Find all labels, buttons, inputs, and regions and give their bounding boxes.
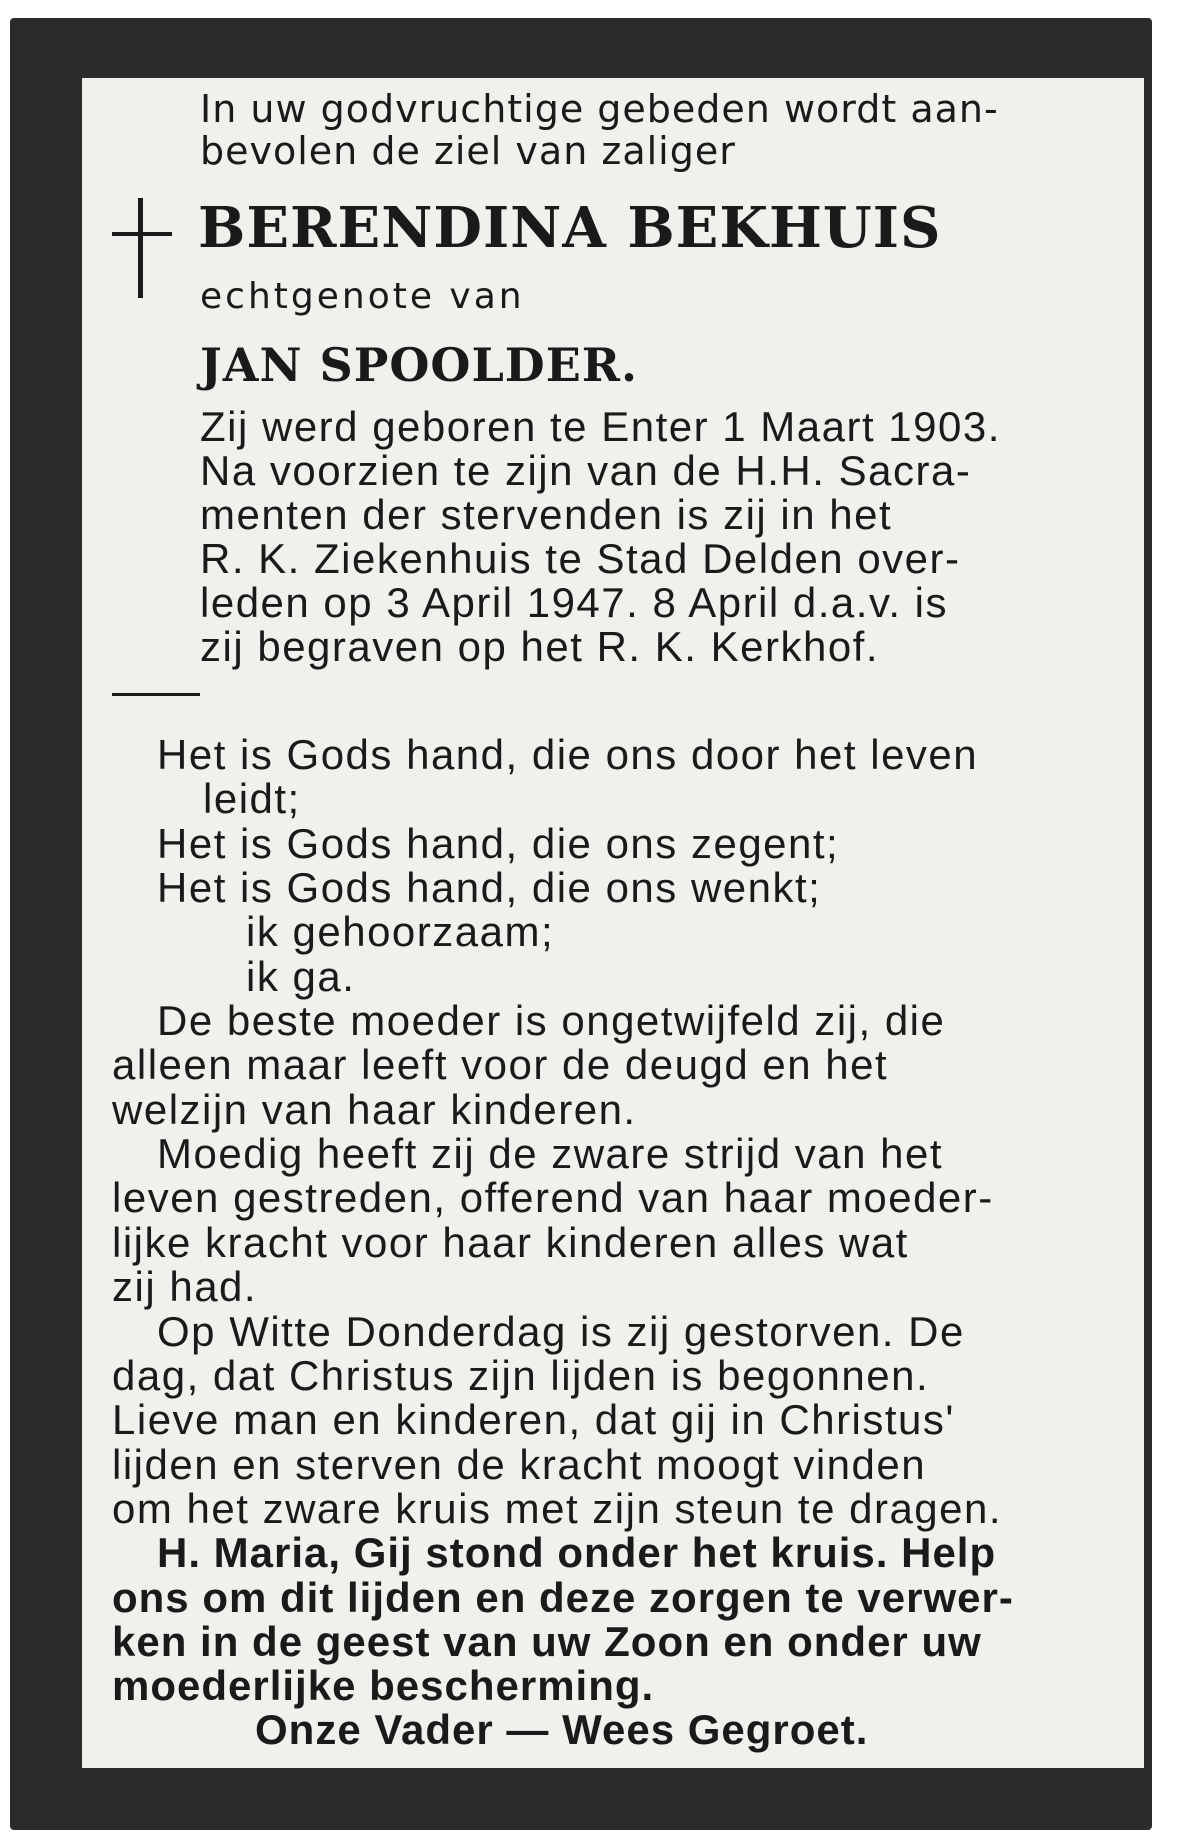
- biography-line: R. K. Ziekenhuis te Stad Delden over-: [200, 535, 961, 582]
- poem-line: Het is Gods hand, die ons door het leven: [157, 731, 979, 778]
- tribute-line: leven gestreden, offerend van haar moeder-: [112, 1174, 994, 1221]
- cross-icon: [112, 198, 172, 298]
- section-divider: [112, 693, 200, 696]
- biography-line: zij begraven op het R. K. Kerkhof.: [200, 623, 880, 670]
- prayer-line: ons om dit lijden en deze zorgen te verwer-: [112, 1574, 1014, 1621]
- prayer-line: moederlijke bescherming.: [112, 1662, 655, 1709]
- spouse-name: JAN SPOOLDER.: [200, 338, 639, 392]
- spouse-intro: echtgenote van: [200, 276, 525, 317]
- biography-line: leden op 3 April 1947. 8 April d.a.v. is: [200, 579, 948, 626]
- poem-line: ik ga.: [246, 953, 356, 1000]
- tribute-line: De beste moeder is ongetwijfeld zij, die: [157, 997, 946, 1044]
- tribute-line: dag, dat Christus zijn lijden is begonnen.: [112, 1352, 930, 1399]
- intro-line-1: In uw godvruchtige gebeden wordt aan-: [200, 87, 999, 131]
- biography-line: Zij werd geboren te Enter 1 Maart 1903.: [200, 403, 1001, 450]
- tribute-line: lijke kracht voor haar kinderen alles wat: [112, 1219, 909, 1266]
- intro-line-2: bevolen de ziel van zaliger: [200, 129, 736, 173]
- prayer-line: ken in de geest van uw Zoon en onder uw: [112, 1618, 982, 1665]
- biography-line: Na voorzien te zijn van de H.H. Sacra-: [200, 447, 972, 494]
- tribute-line: Lieve man en kinderen, dat gij in Christus': [112, 1396, 955, 1443]
- tribute-line: Op Witte Donderdag is zij gestorven. De: [157, 1308, 965, 1355]
- prayer-line: H. Maria, Gij stond onder het kruis. Help: [157, 1529, 997, 1576]
- biography-line: menten der stervenden is zij in het: [200, 491, 893, 538]
- deceased-name: BERENDINA BEKHUIS: [198, 195, 942, 261]
- tribute-line: welzijn van haar kinderen.: [112, 1086, 637, 1133]
- closing-prayer: Onze Vader — Wees Gegroet.: [255, 1706, 869, 1753]
- poem-line: Het is Gods hand, die ons wenkt;: [157, 864, 822, 911]
- tribute-line: Moedig heeft zij de zware strijd van het: [157, 1130, 944, 1177]
- poem-line: ik gehoorzaam;: [246, 908, 555, 955]
- tribute-line: zij had.: [112, 1263, 258, 1310]
- poem-line: Het is Gods hand, die ons zegent;: [157, 820, 840, 867]
- tribute-line: om het zware kruis met zijn steun te dragen.: [112, 1485, 1003, 1532]
- tribute-line: alleen maar leeft voor de deugd en het: [112, 1041, 889, 1088]
- tribute-line: lijden en sterven de kracht moogt vinden: [112, 1441, 927, 1488]
- poem-line: leidt;: [203, 775, 301, 822]
